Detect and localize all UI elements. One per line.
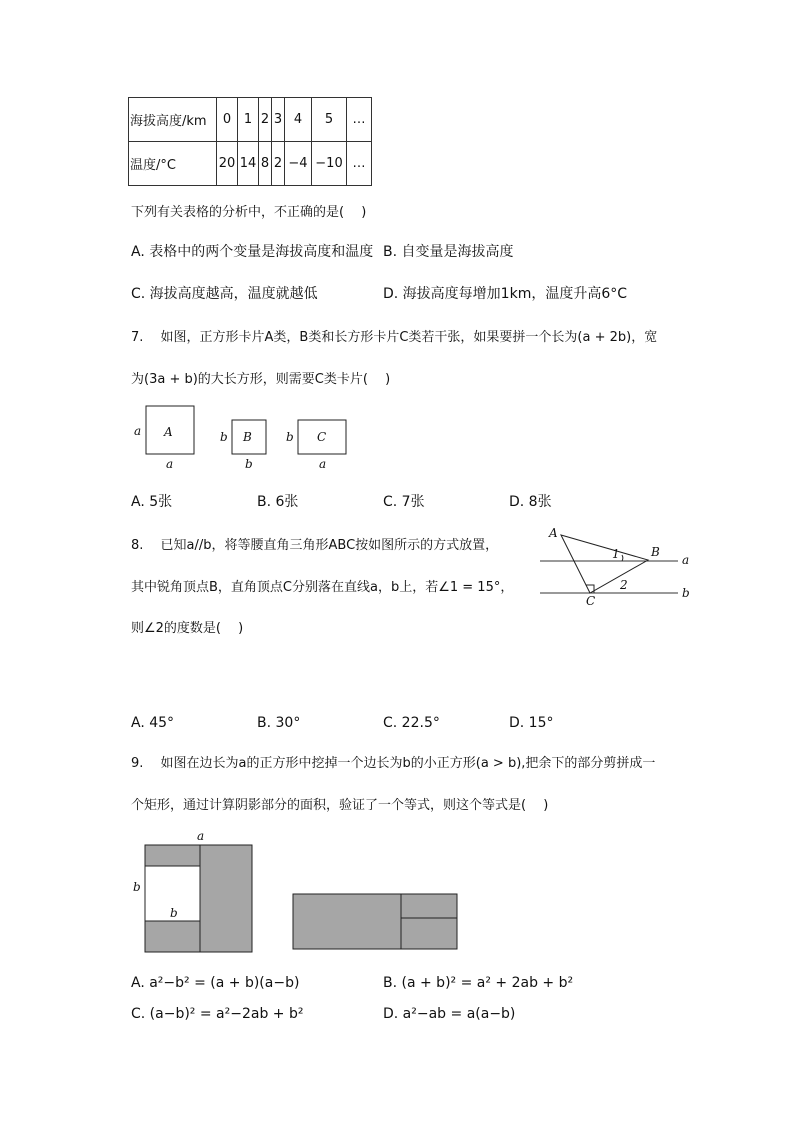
q6-option-d[interactable]: D. 海拔高度每增加1km，温度升高6°C — [383, 286, 628, 302]
card-a-bottom-label: a — [166, 457, 174, 471]
card-b-side-label: b — [220, 430, 228, 444]
card-c-label: C — [317, 430, 327, 444]
vertex-a-label: A — [549, 526, 558, 540]
q7-option-a[interactable]: A. 5张 — [131, 494, 173, 510]
table-cell: 0 — [217, 98, 238, 142]
table-cell: −10 — [312, 142, 347, 186]
q7-option-b[interactable]: B. 6张 — [257, 494, 299, 510]
card-b-label: B — [243, 430, 252, 444]
q8-stem-line1: 8. 已知a//b，将等腰直角三角形ABC按如图所示的方式放置， — [131, 538, 499, 553]
angle-1-label: 1 — [612, 547, 620, 561]
table-cell: … — [347, 98, 372, 142]
table-cell: −4 — [285, 142, 312, 186]
card-a-label: A — [164, 425, 173, 439]
table-cell: … — [347, 142, 372, 186]
q7-stem-line2: 为(3a + b)的大长方形，则需要C类卡片( ) — [131, 372, 391, 387]
q9-stem-line2: 个矩形，通过计算阴影部分的面积，验证了一个等式，则这个等式是( ) — [131, 798, 549, 813]
q6-option-c[interactable]: C. 海拔高度越高，温度就越低 — [131, 286, 318, 302]
table-cell: 温度/°C — [129, 142, 217, 186]
table-cell: 8 — [259, 142, 272, 186]
card-c-bottom-label: a — [319, 457, 327, 471]
vertex-b-label: B — [651, 545, 660, 559]
q9-option-c[interactable]: C. (a−b)² = a²−2ab + b² — [131, 1006, 304, 1022]
q9-option-d[interactable]: D. a²−ab = a(a−b) — [383, 1006, 516, 1022]
card-b-bottom-label: b — [245, 457, 253, 471]
q6-option-a[interactable]: A. 表格中的两个变量是海拔高度和温度 — [131, 244, 374, 260]
table-cell: 5 — [312, 98, 347, 142]
line-b-label: b — [682, 586, 690, 600]
q9-stem-line1: 9. 如图在边长为a的正方形中挖掉一个边长为b的小正方形(a > b),把余下的部分剪拼成一 — [131, 756, 656, 771]
q9-left-label: b — [133, 880, 141, 894]
q9-top-label: a — [197, 829, 205, 843]
q7-stem-line1: 7. 如图，正方形卡片A类，B类和长方形卡片C类若干张，如果要拼一个长为(a + 2b)，宽 — [131, 330, 658, 345]
q8-option-c[interactable]: C. 22.5° — [383, 715, 440, 731]
table-cell: 海拔高度/km — [129, 98, 217, 142]
table-cell: 14 — [238, 142, 259, 186]
q8-option-d[interactable]: D. 15° — [509, 715, 554, 731]
table-cell: 3 — [272, 98, 285, 142]
q9-option-b[interactable]: B. (a + b)² = a² + 2ab + b² — [383, 975, 574, 991]
q7-option-c[interactable]: C. 7张 — [383, 494, 425, 510]
q9-option-a[interactable]: A. a²−b² = (a + b)(a−b) — [131, 975, 300, 991]
table-cell: 4 — [285, 98, 312, 142]
q7-option-d[interactable]: D. 8张 — [509, 494, 552, 510]
q8-stem-line2: 其中锐角顶点B，直角顶点C分别落在直线a，b上，若∠1 = 15°， — [131, 580, 514, 595]
q8-option-a[interactable]: A. 45° — [131, 715, 175, 731]
table-cell: 2 — [259, 98, 272, 142]
q6-option-b[interactable]: B. 自变量是海拔高度 — [383, 244, 514, 260]
table-cell: 1 — [238, 98, 259, 142]
card-a-side-label: a — [134, 424, 142, 438]
table-cell: 20 — [217, 142, 238, 186]
table-cell: 2 — [272, 142, 285, 186]
q8-stem-line3: 则∠2的度数是( ) — [131, 621, 244, 636]
rearranged-rectangle — [293, 894, 457, 949]
line-a-label: a — [682, 553, 690, 567]
q9-inner-label: b — [170, 906, 178, 920]
angle-2-label: 2 — [620, 578, 628, 592]
vertex-c-label: C — [586, 594, 596, 608]
q8-option-b[interactable]: B. 30° — [257, 715, 301, 731]
q6-stem: 下列有关表格的分析中，不正确的是( ) — [131, 205, 367, 220]
card-c-side-label: b — [286, 430, 294, 444]
